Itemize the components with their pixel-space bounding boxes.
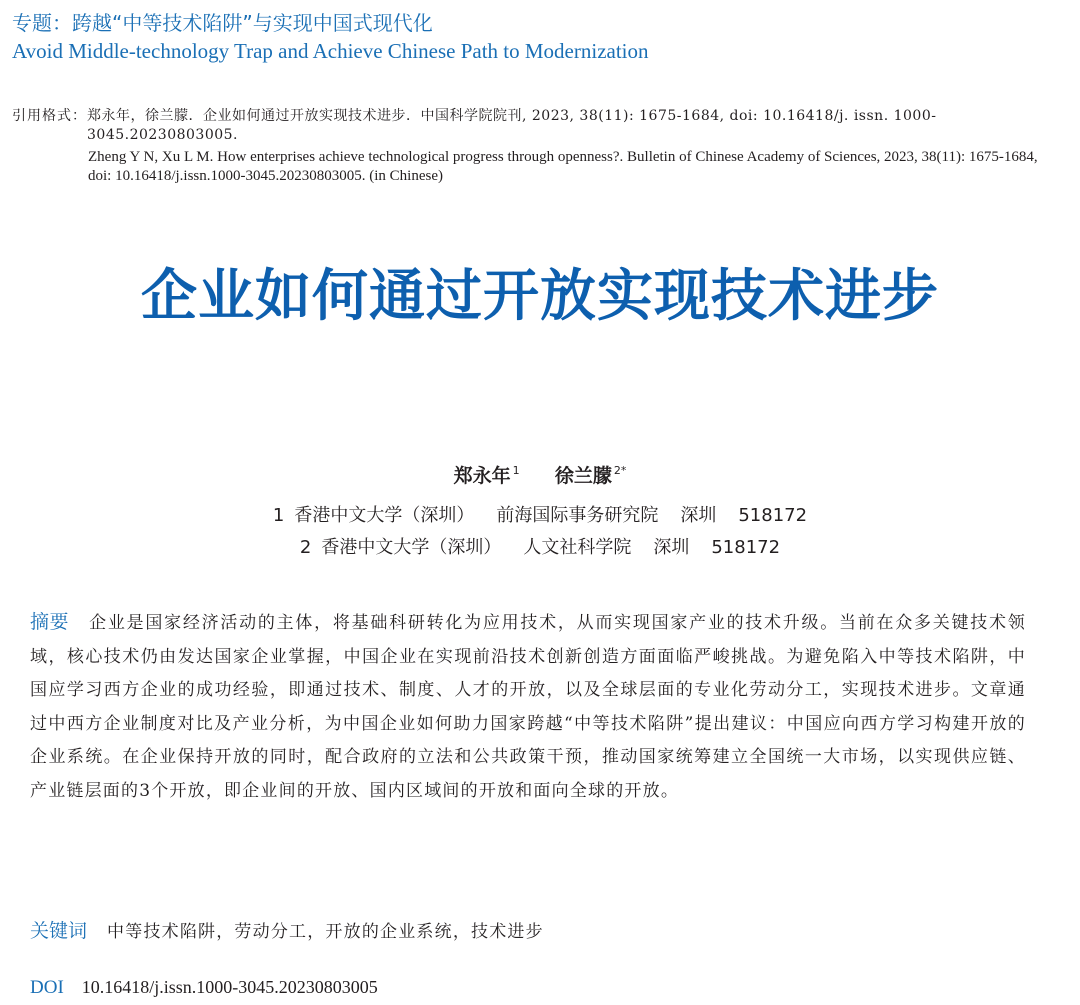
keywords [30, 916, 544, 947]
keywords-text: 中等技术陷阱，劳动分工，开放的企业系统，技术进步 [107, 922, 544, 942]
affiliation-zip: 518172 [738, 505, 808, 526]
affiliation-number: 1 [272, 505, 285, 526]
affiliation-school: 香港中文大学（深圳） [294, 505, 475, 526]
affiliation-1 [0, 504, 1080, 528]
abstract [30, 606, 1026, 808]
citation-block [12, 107, 1052, 186]
affiliation-number: 2 [299, 537, 312, 558]
topic-heading-cn: 专题：跨越“中等技术陷阱”与实现中国式现代化 [12, 11, 433, 35]
author-name: 郑永年 [453, 465, 511, 487]
author-affiliation-mark: 2* [613, 464, 627, 477]
affiliation-school: 香港中文大学（深圳） [321, 537, 502, 558]
author-affiliation-mark: 1 [512, 464, 520, 477]
keywords-label: 关键词 [30, 920, 88, 942]
topic-heading-en: Avoid Middle-technology Trap and Achieve Chinese Path to Modernization [12, 39, 649, 63]
citation-en: Zheng Y N, Xu L M. How enterprises achieve technological progress through openness?. Bulletin of Chinese Academy of Sciences, 2023, 38(11): 1675-1684, doi: 10.16418/j.issn.1000-3045.20230803005. (in Chinese) [88, 149, 1038, 184]
abstract-text: 企业是国家经济活动的主体，将基础科研转化为应用技术，从而实现国家产业的技术升级。当前在众多关键技术领域，核心技术仍由发达国家企业掌握，中国企业在实现前沿技术创新创造方面面临严峻挑战。为避免陷入中等技术陷阱，中国应学习西方企业的成功经验，即通过技术、制度、人才的开放，以及全球层面的专业化劳动分工，实现技术进步。文章通过中西方企业制度对比及产业分析，为中国企业如何助力国家跨越“中等技术陷阱”提出建议：中国应向西方学习构建开放的企业系统。在企业保持开放的同时，配合政府的立法和公共政策干预，推动国家统筹建立全国统一大市场，以实现供应链、产业链层面的3个开放，即企业间的开放、国内区域间的开放和面向全球的开放。 [30, 613, 1026, 801]
affiliation-city: 深圳 [653, 537, 690, 558]
affiliation-zip: 518172 [711, 537, 781, 558]
author-name: 徐兰朦 [554, 465, 612, 487]
doi [30, 972, 378, 1003]
affiliation-2 [0, 536, 1080, 560]
doi-value: 10.16418/j.issn.1000-3045.20230803005 [81, 977, 378, 997]
affiliation-city: 深圳 [680, 505, 717, 526]
doi-label: DOI [30, 977, 64, 998]
author-list [0, 458, 1080, 489]
affiliation-dept: 前海国际事务研究院 [496, 505, 659, 526]
affiliation-dept: 人文社科学院 [523, 537, 632, 558]
citation-zh: 郑永年，徐兰朦．企业如何通过开放实现技术进步．中国科学院院刊, 2023, 38(11): 1675-1684, doi: 10.16418/j. issn. 1000-3045.20230803005. [87, 108, 937, 143]
citation-label: 引用格式： [12, 108, 87, 124]
abstract-label: 摘要 [30, 611, 70, 633]
article-title: 企业如何通过开放实现技术进步 [141, 264, 939, 329]
